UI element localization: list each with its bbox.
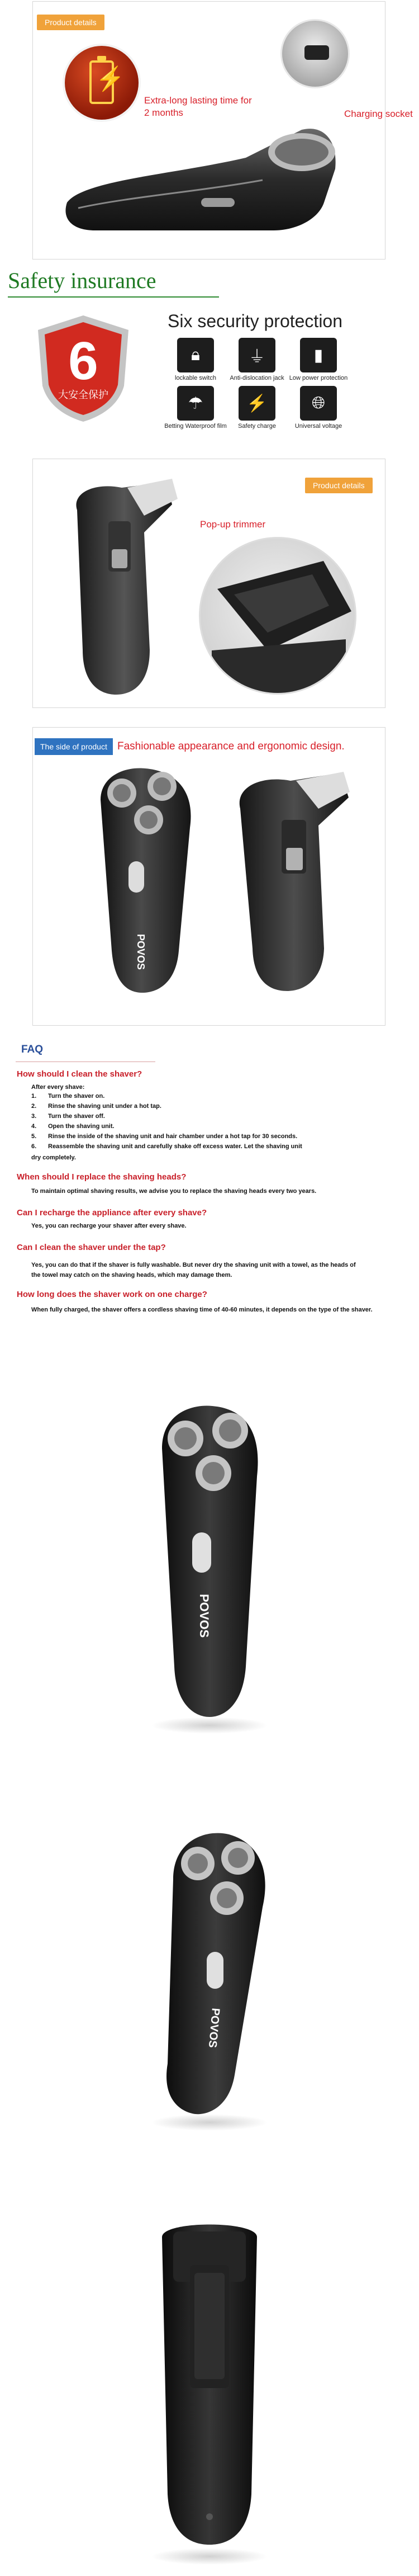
six-protection-badge	[35, 313, 132, 423]
socket-icon	[304, 45, 329, 60]
brand-logo: POVOS	[197, 1594, 211, 1638]
step-number: 3.	[31, 1113, 37, 1120]
step-text: Rinse the shaving unit under a hot tap.	[48, 1103, 161, 1110]
globe-icon: 🌐︎	[300, 386, 337, 421]
faq-answer: Yes, you can do that if the shaver is fully washable. But never dry the shaving unit with a towel, as the heads of	[31, 1262, 356, 1268]
feature-label: Safety charge	[238, 423, 276, 430]
step-text: Rinse the inside of the shaving unit and hair chamber under a hot tap for 30 seconds.	[48, 1133, 298, 1140]
step-text: Reassemble the shaving unit and carefully shake off excess water. Let the shaving unit	[48, 1143, 302, 1150]
badge-text: 大安全保护	[58, 389, 108, 401]
feature-label: Anti-dislocation jack	[230, 375, 284, 381]
step-number: 1.	[31, 1093, 37, 1100]
pop-up-trimmer-caption: Pop-up trimmer	[200, 519, 266, 530]
faq-question: How should I clean the shaver?	[17, 1069, 142, 1079]
faq-section	[0, 1040, 419, 1331]
product-details-tag: Product details	[37, 15, 104, 30]
badge-number: 6	[68, 331, 98, 391]
safety-insurance-section	[0, 267, 419, 446]
battery-shield-icon: ▮	[300, 338, 337, 372]
photo-shadow	[151, 2114, 268, 2131]
feature-lockable-switch	[164, 338, 227, 381]
faq-question: Can I recharge the appliance after every shave?	[17, 1208, 207, 1218]
feature-anti-dislocation-jack	[226, 338, 288, 381]
shaver-side-image	[61, 119, 341, 240]
faq-divider	[16, 1061, 155, 1062]
shaver-trimmer-side-image	[229, 770, 358, 993]
battery-badge	[65, 46, 139, 120]
charging-socket-closeup	[280, 19, 350, 88]
feature-safety-charge	[226, 386, 288, 430]
faq-answer: When fully charged, the shaver offers a cordless shaving time of 40-60 minutes, it depends on the type of the shaver.	[31, 1306, 373, 1313]
faq-answer: Yes, you can recharge your shaver after every shave.	[31, 1223, 187, 1229]
battery-caption-line2: 2 months	[144, 107, 183, 118]
brand-logo: POVOS	[135, 934, 146, 970]
feature-label: Betting Waterproof film	[164, 423, 227, 430]
faq-step	[31, 1133, 297, 1140]
charging-socket-caption: Charging socket	[344, 108, 413, 119]
faq-step	[31, 1143, 302, 1150]
faq-step	[31, 1113, 105, 1120]
faq-question: How long does the shaver work on one charge?	[17, 1290, 207, 1299]
faq-question: When should I replace the shaving heads?	[17, 1172, 187, 1182]
step-number: 2.	[31, 1103, 37, 1110]
safety-title: Safety insurance	[8, 268, 156, 293]
step-number: 5.	[31, 1133, 37, 1140]
battery-caption-line1: Extra-long lasting time for	[144, 95, 252, 106]
jack-icon: ⏚	[239, 338, 275, 372]
step-text: Open the shaving unit.	[48, 1123, 115, 1130]
feature-waterproof-film	[164, 386, 227, 430]
side-of-product-tag: The side of product	[35, 738, 113, 755]
brand-logo: POVOS	[206, 2007, 222, 2049]
product-details-banner	[0, 0, 419, 263]
safety-divider	[8, 296, 219, 298]
faq-question: Can I clean the shaver under the tap?	[17, 1243, 166, 1252]
six-protection-title: Six security protection	[168, 311, 343, 331]
faq-answer: the towel may catch on the shaving heads, which may damage them.	[31, 1272, 232, 1278]
photo-shadow	[151, 2548, 268, 2565]
shaver-trimmer-open-image	[60, 471, 183, 700]
product-details-tag: Product details	[305, 478, 373, 493]
trimmer-closeup	[199, 537, 356, 695]
product-photo-back	[0, 2192, 419, 2573]
product-photo-angle	[0, 1790, 419, 2136]
faq-title: FAQ	[21, 1044, 44, 1055]
feature-label: lockable switch	[175, 375, 216, 381]
lock-icon: 🔒︎	[177, 338, 214, 372]
faq-step	[31, 1093, 104, 1100]
step-number: 6.	[31, 1143, 37, 1150]
product-photo-front	[0, 1359, 419, 1762]
feature-label: Universal voltage	[294, 423, 342, 430]
charge-icon: ⚡	[239, 386, 275, 421]
battery-icon: ⚡	[89, 60, 114, 104]
step-text: Turn the shaver off.	[48, 1113, 105, 1120]
faq-answer: To maintain optimal shaving results, we advise you to replace the shaving heads every two years.	[31, 1188, 317, 1195]
feature-low-power-protection	[287, 338, 350, 381]
side-of-product-section	[0, 727, 419, 1029]
design-caption: Fashionable appearance and ergonomic design.	[117, 740, 345, 752]
faq-step	[31, 1103, 161, 1110]
shaver-front-image	[89, 766, 201, 996]
step-number: 4.	[31, 1123, 37, 1130]
faq-step	[31, 1123, 115, 1130]
waterproof-icon: ☂	[177, 386, 214, 421]
step-text: Turn the shaver on.	[48, 1093, 105, 1100]
pop-up-trimmer-section	[0, 459, 419, 710]
feature-label: Low power protection	[289, 375, 348, 381]
faq-answer-intro: After every shave:	[31, 1084, 85, 1091]
photo-shadow	[151, 1717, 268, 1734]
feature-universal-voltage	[287, 386, 350, 430]
faq-answer-tail: dry completely.	[31, 1154, 76, 1161]
